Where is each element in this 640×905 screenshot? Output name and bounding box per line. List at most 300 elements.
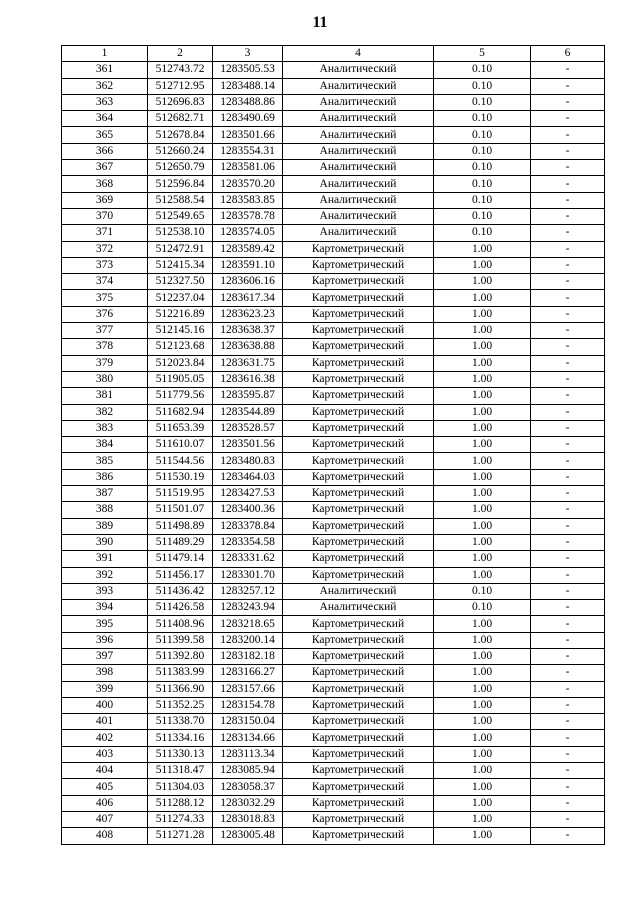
table-row [62,567,605,583]
cell-method: Аналитический [283,62,434,78]
cell-method: Аналитический [283,583,434,599]
cell-point-number: 366 [62,143,148,159]
cell-point-number: 382 [62,404,148,420]
cell-precision: 1.00 [434,388,531,404]
cell-y-coordinate: 1283595.87 [213,388,283,404]
cell-method: Картометрический [283,241,434,257]
cell-point-number: 387 [62,486,148,502]
table-row [62,192,605,208]
cell-method: Картометрический [283,388,434,404]
cell-y-coordinate: 1283589.42 [213,241,283,257]
cell-x-coordinate: 512415.34 [148,257,213,273]
cell-method: Аналитический [283,208,434,224]
cell-x-coordinate: 512596.84 [148,176,213,192]
cell-note: - [531,78,605,94]
cell-precision: 1.00 [434,486,531,502]
cell-x-coordinate: 511288.12 [148,795,213,811]
cell-x-coordinate: 511352.25 [148,697,213,713]
cell-x-coordinate: 512650.79 [148,160,213,176]
table-row [62,632,605,648]
table-body [62,62,605,844]
cell-note: - [531,681,605,697]
cell-x-coordinate: 512712.95 [148,78,213,94]
cell-method: Картометрический [283,469,434,485]
cell-method: Картометрический [283,616,434,632]
cell-x-coordinate: 512678.84 [148,127,213,143]
cell-method: Картометрический [283,567,434,583]
cell-y-coordinate: 1283354.58 [213,534,283,550]
cell-point-number: 368 [62,176,148,192]
cell-point-number: 379 [62,355,148,371]
cell-precision: 0.10 [434,111,531,127]
cell-method: Картометрический [283,681,434,697]
cell-y-coordinate: 1283623.23 [213,306,283,322]
cell-x-coordinate: 512588.54 [148,192,213,208]
table-row [62,78,605,94]
cell-x-coordinate: 512549.65 [148,208,213,224]
cell-note: - [531,502,605,518]
cell-note: - [531,828,605,844]
cell-x-coordinate: 511498.89 [148,518,213,534]
cell-x-coordinate: 511519.95 [148,486,213,502]
cell-x-coordinate: 511544.56 [148,453,213,469]
cell-y-coordinate: 1283591.10 [213,257,283,273]
cell-note: - [531,339,605,355]
column-header-1: 1 [62,46,148,62]
cell-y-coordinate: 1283301.70 [213,567,283,583]
cell-method: Картометрический [283,730,434,746]
cell-y-coordinate: 1283218.65 [213,616,283,632]
cell-note: - [531,795,605,811]
cell-precision: 1.00 [434,779,531,795]
cell-note: - [531,371,605,387]
table-row [62,648,605,664]
cell-method: Картометрический [283,339,434,355]
cell-method: Картометрический [283,274,434,290]
cell-point-number: 397 [62,648,148,664]
cell-precision: 1.00 [434,746,531,762]
cell-note: - [531,290,605,306]
cell-point-number: 364 [62,111,148,127]
cell-precision: 1.00 [434,811,531,827]
cell-x-coordinate: 512682.71 [148,111,213,127]
cell-x-coordinate: 512123.68 [148,339,213,355]
table-row [62,453,605,469]
cell-method: Картометрический [283,551,434,567]
cell-note: - [531,323,605,339]
cell-y-coordinate: 1283480.83 [213,453,283,469]
cell-point-number: 370 [62,208,148,224]
cell-y-coordinate: 1283150.04 [213,714,283,730]
table-row [62,811,605,827]
cell-y-coordinate: 1283166.27 [213,665,283,681]
cell-note: - [531,583,605,599]
cell-method: Картометрический [283,371,434,387]
cell-precision: 1.00 [434,420,531,436]
cell-precision: 0.10 [434,208,531,224]
table-row [62,502,605,518]
cell-x-coordinate: 511366.90 [148,681,213,697]
cell-precision: 1.00 [434,534,531,550]
cell-method: Картометрический [283,306,434,322]
cell-point-number: 404 [62,763,148,779]
cell-note: - [531,437,605,453]
cell-y-coordinate: 1283490.69 [213,111,283,127]
table-row [62,371,605,387]
table-row [62,143,605,159]
cell-note: - [531,730,605,746]
coordinates-table [61,45,605,845]
cell-y-coordinate: 1283554.31 [213,143,283,159]
cell-y-coordinate: 1283570.20 [213,176,283,192]
cell-y-coordinate: 1283182.18 [213,648,283,664]
table-row [62,681,605,697]
cell-point-number: 372 [62,241,148,257]
cell-note: - [531,763,605,779]
cell-point-number: 400 [62,697,148,713]
table-row [62,437,605,453]
cell-note: - [531,111,605,127]
cell-precision: 1.00 [434,681,531,697]
table-row [62,616,605,632]
cell-precision: 0.10 [434,127,531,143]
cell-point-number: 380 [62,371,148,387]
cell-x-coordinate: 511479.14 [148,551,213,567]
cell-x-coordinate: 511653.39 [148,420,213,436]
cell-precision: 1.00 [434,730,531,746]
table-row [62,583,605,599]
cell-method: Аналитический [283,94,434,110]
cell-note: - [531,160,605,176]
cell-y-coordinate: 1283032.29 [213,795,283,811]
cell-note: - [531,143,605,159]
cell-precision: 1.00 [434,616,531,632]
cell-method: Картометрический [283,420,434,436]
cell-method: Аналитический [283,160,434,176]
table-row [62,665,605,681]
cell-x-coordinate: 512237.04 [148,290,213,306]
cell-y-coordinate: 1283501.56 [213,437,283,453]
cell-method: Аналитический [283,143,434,159]
cell-point-number: 384 [62,437,148,453]
cell-precision: 0.10 [434,78,531,94]
table-row [62,420,605,436]
cell-precision: 1.00 [434,323,531,339]
cell-method: Аналитический [283,192,434,208]
cell-method: Аналитический [283,225,434,241]
table-row [62,730,605,746]
cell-precision: 0.10 [434,160,531,176]
cell-point-number: 389 [62,518,148,534]
cell-method: Картометрический [283,355,434,371]
cell-y-coordinate: 1283378.84 [213,518,283,534]
cell-note: - [531,404,605,420]
cell-note: - [531,779,605,795]
cell-precision: 0.10 [434,176,531,192]
cell-method: Картометрический [283,811,434,827]
cell-precision: 0.10 [434,225,531,241]
cell-y-coordinate: 1283154.78 [213,697,283,713]
table-row [62,94,605,110]
cell-point-number: 388 [62,502,148,518]
table-row [62,763,605,779]
cell-y-coordinate: 1283501.66 [213,127,283,143]
cell-point-number: 401 [62,714,148,730]
cell-note: - [531,746,605,762]
cell-point-number: 376 [62,306,148,322]
cell-point-number: 399 [62,681,148,697]
page-number: 11 [312,14,328,31]
cell-note: - [531,648,605,664]
cell-y-coordinate: 1283638.37 [213,323,283,339]
cell-precision: 0.10 [434,143,531,159]
cell-method: Картометрический [283,323,434,339]
cell-point-number: 407 [62,811,148,827]
cell-note: - [531,355,605,371]
cell-point-number: 365 [62,127,148,143]
cell-y-coordinate: 1283544.89 [213,404,283,420]
cell-y-coordinate: 1283427.53 [213,486,283,502]
cell-method: Картометрический [283,779,434,795]
cell-y-coordinate: 1283631.75 [213,355,283,371]
cell-note: - [531,208,605,224]
cell-x-coordinate: 511318.47 [148,763,213,779]
column-header-6: 6 [531,46,605,62]
cell-x-coordinate: 511682.94 [148,404,213,420]
cell-precision: 1.00 [434,290,531,306]
column-header-4: 4 [283,46,434,62]
cell-y-coordinate: 1283606.16 [213,274,283,290]
cell-method: Картометрический [283,518,434,534]
cell-y-coordinate: 1283331.62 [213,551,283,567]
cell-precision: 1.00 [434,469,531,485]
cell-method: Аналитический [283,127,434,143]
cell-note: - [531,518,605,534]
cell-point-number: 393 [62,583,148,599]
cell-x-coordinate: 511610.07 [148,437,213,453]
cell-x-coordinate: 512472.91 [148,241,213,257]
cell-note: - [531,388,605,404]
cell-precision: 1.00 [434,257,531,273]
cell-x-coordinate: 512660.24 [148,143,213,159]
cell-precision: 1.00 [434,551,531,567]
cell-x-coordinate: 511779.56 [148,388,213,404]
table-row [62,176,605,192]
cell-note: - [531,192,605,208]
cell-y-coordinate: 1283243.94 [213,600,283,616]
cell-method: Картометрический [283,534,434,550]
cell-precision: 1.00 [434,828,531,844]
table-row [62,257,605,273]
cell-x-coordinate: 511436.42 [148,583,213,599]
cell-precision: 1.00 [434,371,531,387]
cell-note: - [531,306,605,322]
cell-x-coordinate: 512696.83 [148,94,213,110]
cell-point-number: 398 [62,665,148,681]
cell-note: - [531,274,605,290]
cell-point-number: 371 [62,225,148,241]
cell-point-number: 367 [62,160,148,176]
cell-method: Аналитический [283,600,434,616]
cell-method: Картометрический [283,665,434,681]
cell-point-number: 375 [62,290,148,306]
cell-method: Картометрический [283,746,434,762]
cell-point-number: 363 [62,94,148,110]
cell-y-coordinate: 1283488.86 [213,94,283,110]
cell-y-coordinate: 1283638.88 [213,339,283,355]
table-row [62,208,605,224]
cell-precision: 1.00 [434,355,531,371]
cell-y-coordinate: 1283157.66 [213,681,283,697]
cell-note: - [531,697,605,713]
cell-x-coordinate: 511501.07 [148,502,213,518]
cell-y-coordinate: 1283113.34 [213,746,283,762]
cell-x-coordinate: 511408.96 [148,616,213,632]
table-row [62,225,605,241]
table-header-row [62,46,605,62]
cell-y-coordinate: 1283488.14 [213,78,283,94]
cell-precision: 1.00 [434,306,531,322]
cell-x-coordinate: 511338.70 [148,714,213,730]
cell-method: Картометрический [283,795,434,811]
cell-method: Картометрический [283,257,434,273]
cell-precision: 0.10 [434,192,531,208]
cell-note: - [531,551,605,567]
cell-y-coordinate: 1283257.12 [213,583,283,599]
table-row [62,339,605,355]
cell-point-number: 385 [62,453,148,469]
table-row [62,62,605,78]
cell-y-coordinate: 1283134.66 [213,730,283,746]
cell-precision: 1.00 [434,632,531,648]
cell-y-coordinate: 1283528.57 [213,420,283,436]
cell-x-coordinate: 511330.13 [148,746,213,762]
table-row [62,404,605,420]
table-row [62,469,605,485]
cell-note: - [531,567,605,583]
column-header-2: 2 [148,46,213,62]
cell-note: - [531,241,605,257]
cell-y-coordinate: 1283583.85 [213,192,283,208]
cell-x-coordinate: 511304.03 [148,779,213,795]
cell-note: - [531,714,605,730]
table-row [62,355,605,371]
cell-y-coordinate: 1283018.83 [213,811,283,827]
cell-y-coordinate: 1283200.14 [213,632,283,648]
cell-y-coordinate: 1283085.94 [213,763,283,779]
cell-note: - [531,94,605,110]
table-row [62,697,605,713]
cell-point-number: 392 [62,567,148,583]
cell-x-coordinate: 512743.72 [148,62,213,78]
cell-precision: 1.00 [434,763,531,779]
cell-x-coordinate: 512145.16 [148,323,213,339]
cell-y-coordinate: 1283058.37 [213,779,283,795]
column-header-5: 5 [434,46,531,62]
cell-precision: 1.00 [434,241,531,257]
cell-precision: 1.00 [434,502,531,518]
cell-method: Аналитический [283,111,434,127]
cell-y-coordinate: 1283464.03 [213,469,283,485]
cell-x-coordinate: 512216.89 [148,306,213,322]
cell-x-coordinate: 512327.50 [148,274,213,290]
cell-point-number: 381 [62,388,148,404]
cell-x-coordinate: 511489.29 [148,534,213,550]
cell-note: - [531,127,605,143]
cell-x-coordinate: 511399.58 [148,632,213,648]
cell-note: - [531,486,605,502]
table-row [62,534,605,550]
cell-y-coordinate: 1283578.78 [213,208,283,224]
table-row [62,746,605,762]
cell-point-number: 378 [62,339,148,355]
table-row [62,241,605,257]
table-row [62,714,605,730]
cell-precision: 1.00 [434,339,531,355]
cell-note: - [531,225,605,241]
cell-method: Картометрический [283,502,434,518]
cell-method: Картометрический [283,697,434,713]
cell-precision: 1.00 [434,665,531,681]
cell-note: - [531,534,605,550]
cell-point-number: 405 [62,779,148,795]
cell-y-coordinate: 1283581.06 [213,160,283,176]
cell-point-number: 390 [62,534,148,550]
cell-precision: 1.00 [434,518,531,534]
cell-precision: 1.00 [434,453,531,469]
cell-point-number: 386 [62,469,148,485]
cell-x-coordinate: 512023.84 [148,355,213,371]
cell-method: Картометрический [283,453,434,469]
cell-point-number: 396 [62,632,148,648]
cell-x-coordinate: 511392.80 [148,648,213,664]
cell-x-coordinate: 511456.17 [148,567,213,583]
cell-x-coordinate: 511274.33 [148,811,213,827]
column-header-3: 3 [213,46,283,62]
cell-point-number: 395 [62,616,148,632]
cell-precision: 0.10 [434,94,531,110]
cell-precision: 1.00 [434,404,531,420]
cell-precision: 0.10 [434,583,531,599]
cell-note: - [531,62,605,78]
table-row [62,111,605,127]
cell-precision: 1.00 [434,697,531,713]
cell-point-number: 391 [62,551,148,567]
cell-note: - [531,665,605,681]
cell-x-coordinate: 512538.10 [148,225,213,241]
cell-y-coordinate: 1283400.36 [213,502,283,518]
cell-y-coordinate: 1283005.48 [213,828,283,844]
cell-precision: 0.10 [434,62,531,78]
cell-point-number: 362 [62,78,148,94]
cell-method: Картометрический [283,404,434,420]
cell-note: - [531,176,605,192]
cell-note: - [531,420,605,436]
cell-point-number: 377 [62,323,148,339]
table-row [62,274,605,290]
table-row [62,551,605,567]
cell-note: - [531,453,605,469]
cell-note: - [531,600,605,616]
cell-point-number: 374 [62,274,148,290]
cell-point-number: 361 [62,62,148,78]
table-row [62,290,605,306]
table-row [62,518,605,534]
cell-method: Картометрический [283,290,434,306]
cell-x-coordinate: 511426.58 [148,600,213,616]
table-row [62,388,605,404]
table-row [62,306,605,322]
